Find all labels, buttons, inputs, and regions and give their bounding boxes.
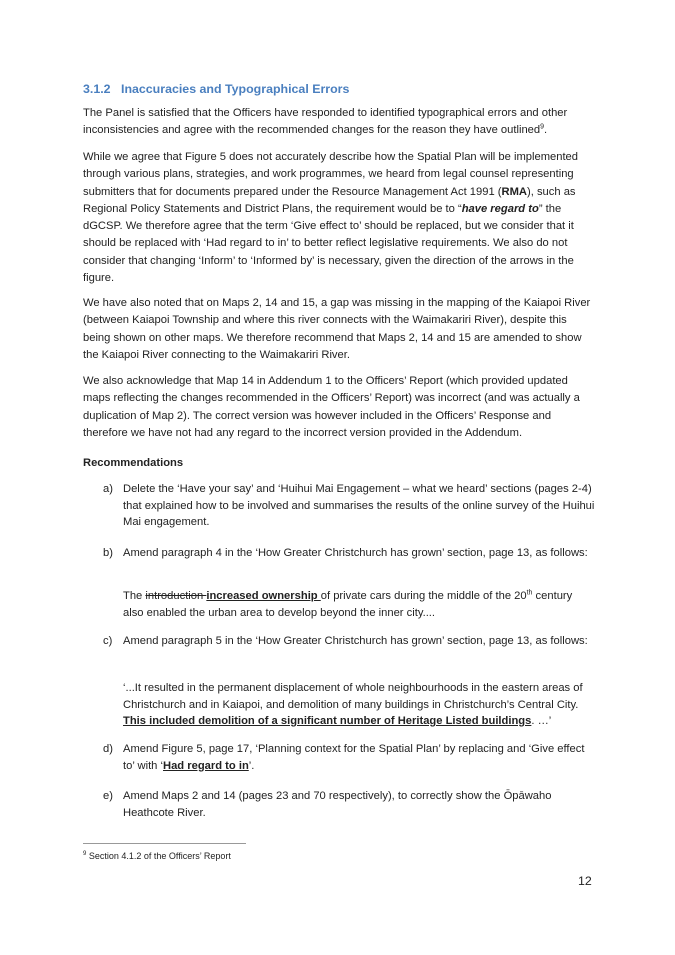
superscript: th (526, 589, 533, 597)
paragraph-2-text-a: While we agree that Figure 5 does not accurately describe how the Spatial Plan will be implemented through various plans, strategies, and work programmes, we heard from legal counsel representing submitters that for documents prepared under the Resource Management Act 1991 ( (83, 151, 579, 198)
recommendation-a-text: Delete the ‘Have your say’ and ‘Huihui Mai Engagement – what we heard’ sections (pages 2-4) that explained how to be involved and summarises the results of the online survey of the Huihui Mai engagement. (123, 483, 595, 528)
recommendation-c (103, 633, 598, 650)
paragraph-3 (83, 295, 596, 364)
list-label: c) (103, 635, 113, 647)
recommendation-b (103, 545, 598, 562)
rma-abbrev: RMA (501, 185, 528, 198)
recommendations-heading: Recommendations (83, 457, 184, 469)
footnote-text: Section 4.1.2 of the Officers’ Report (86, 851, 231, 861)
item-text: Amend Figure 5, page 17, ‘Planning context for the Spatial Plan’ by replacing and ‘Give effect to’ with ‘ (123, 743, 585, 772)
quote-text: ‘...It resulted in the permanent displacement of whole neighbourhoods in the eastern areas of Christchurch and in Kaiapoi, and demolition of many buildings in Christchurch’s Central City. (123, 682, 583, 711)
paragraph-1 (83, 105, 596, 140)
inserted-text: This included demolition of a significant number of Heritage Listed buildings (123, 715, 532, 727)
quote-text: The (123, 590, 146, 602)
footnote (83, 851, 231, 861)
list-label: b) (103, 547, 113, 559)
footnote-ref: 9 (540, 123, 545, 131)
deleted-text: introduction (145, 590, 207, 602)
quote-text: of private cars during the middle of the 20 (320, 590, 527, 602)
inserted-text: Had regard to in (163, 759, 249, 772)
list-label: d) (103, 743, 113, 755)
recommendation-a (103, 481, 598, 531)
paragraph-2 (83, 149, 596, 287)
paragraph-1-end: . (544, 124, 548, 137)
paragraph-3-text: We have also noted that on Maps 2, 14 and 15, a gap was missing in the mapping of the Kaiapoi River (between Kaiapoi Township and where this river connects with the Waimakariri River), despite this being shown on other maps. We therefore recommend that Maps 2, 14 and 15 are amended to show the Kaiapoi River connecting to the Waimakariri River. (83, 297, 591, 361)
have-regard-emphasis: have regard to (461, 202, 539, 215)
paragraph-4-text: We also acknowledge that Map 14 in Addendum 1 to the Officers’ Report (which provided updated maps reflecting the changes recommended in the Officers’ Report) was incorrect (and was actually a duplication of Map 2). The correct version was however included in the Officers’ Response and therefore we have not had any regard to the incorrect version provided in the Addendum. (83, 375, 580, 439)
paragraph-2-text-c: ” the dGCSP. We therefore agree that the term ‘Give effect to’ should be replaced, but we consider that it should be replaced with ‘Had regard to in’ to better reflect legislative requirements. We also do not consider that changing ‘Inform’ to ‘Informed by’ is necessary, given the direction of the arrows in the figure. (83, 202, 574, 285)
recommendation-d (103, 741, 598, 774)
paragraph-4 (83, 373, 596, 442)
list-label: a) (103, 483, 113, 495)
recommendation-b-text: Amend paragraph 4 in the ‘How Greater Christchurch has grown’ section, page 13, as follows: (123, 547, 588, 559)
recommendation-b-quote (123, 588, 595, 621)
section-heading (83, 82, 349, 96)
recommendation-c-text: Amend paragraph 5 in the ‘How Greater Christchurch has grown’ section, page 13, as follows: (123, 635, 588, 647)
quote-text: century also enabled the urban area to develop beyond the inner city.... (123, 590, 573, 619)
section-number: 3.1.2 (83, 82, 111, 96)
section-title: Inaccuracies and Typographical Errors (121, 82, 350, 96)
list-label: e) (103, 790, 113, 802)
item-text: ’. (248, 759, 255, 772)
footnote-divider (83, 843, 246, 844)
recommendation-e (103, 788, 598, 821)
footnote-mark: 9 (83, 851, 87, 857)
recommendation-e-text: Amend Maps 2 and 14 (pages 23 and 70 respectively), to correctly show the Ōpāwaho Heathcote River. (123, 790, 552, 819)
paragraph-1-text: The Panel is satisfied that the Officers have responded to identified typographical errors and other inconsistencies and agree with the recommended changes for the reason they have outlined (83, 107, 568, 137)
recommendation-c-quote (123, 680, 595, 730)
inserted-text: increased ownership (206, 590, 321, 602)
quote-text: . …’ (531, 715, 552, 727)
paragraph-2-text-b: ), such as Regional Policy Statements and District Plans, the requirement would be to “ (83, 185, 576, 215)
recommendation-d-text (123, 741, 598, 774)
page-number: 12 (578, 874, 592, 888)
